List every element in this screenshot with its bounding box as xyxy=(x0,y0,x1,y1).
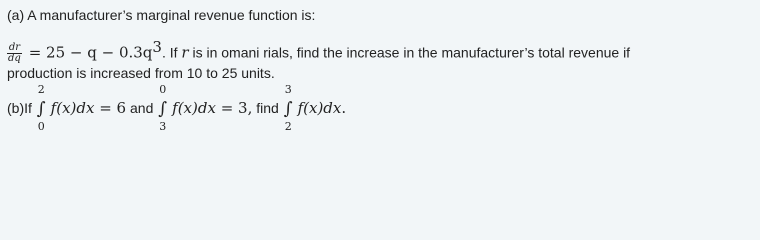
integrand-1: f(x)dx xyxy=(50,99,95,117)
part-b-label: (b)If xyxy=(7,100,36,116)
part-a-line-3: production is increased from 10 to 25 units. xyxy=(7,65,275,81)
revenue-equation: = 25 − q − 0.3q xyxy=(28,43,153,62)
problem-text xyxy=(7,0,752,173)
part-b-line: (b)If 2 ∫ 0 f(x)dx = 6 and 0 ∫ 3 f(x)dx = 3, find 3 ∫ 2 f(x)dx. xyxy=(7,83,347,134)
part-a-heading: (a) A manufacturer’s marginal revenue function is: xyxy=(7,7,316,23)
exponent: 3 xyxy=(152,38,162,56)
integral-sign-icon: ∫ xyxy=(158,99,168,120)
integral-sign-icon: ∫ xyxy=(283,99,293,120)
integral-3: 3 ∫ 2 xyxy=(283,83,293,134)
derivative-fraction: $\frac{dr}{dq}$ xyxy=(8,42,21,65)
part-a-equation-line: $\frac{dr}{dq}$ = $25 - q - 0.3q^3$. If r is in omani rials, find the increase in the manufacturer’s total revenue if xyxy=(8,38,631,65)
integral-1: 2 ∫ 0 xyxy=(36,83,46,134)
integral-2: 0 ∫ 3 xyxy=(158,83,168,134)
integrand-2: f(x)dx xyxy=(172,99,216,117)
variable-r: r xyxy=(181,43,189,62)
integrand-3: f(x)dx xyxy=(297,99,342,117)
integral-sign-icon: ∫ xyxy=(36,99,46,120)
